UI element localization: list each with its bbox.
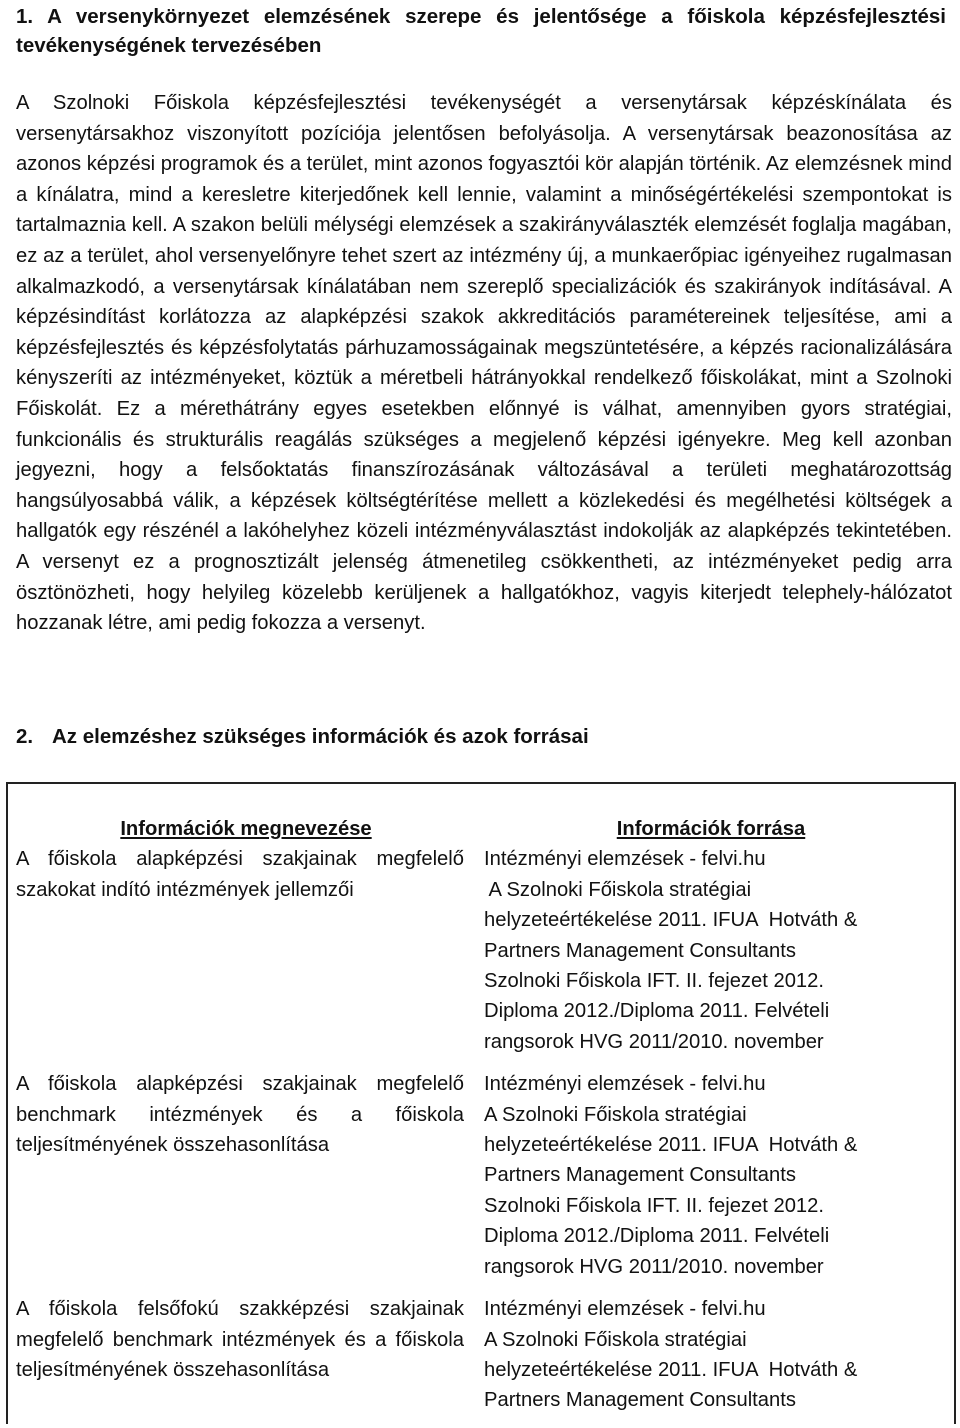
source-line: helyzeteértékelése 2011. IFUA Hotváth &: [484, 909, 858, 932]
section-2-number: 2.: [16, 725, 34, 748]
header-information-name-text: Információk megnevezése: [120, 818, 372, 840]
source-line: Partners Management Consultants: [484, 939, 796, 962]
row-information-name: A főiskola felsőfokú szakképzési szakjainak megfelelő benchmark intézmények és a főiskola teljesítményének összehasonlítása: [16, 1298, 464, 1381]
source-line: rangsorok HVG 2011/2010. november: [484, 1255, 824, 1278]
row-information-name: A főiskola alapképzési szakjainak megfelelő benchmark intézmények és a főiskola teljesítményének összehasonlítása: [16, 1073, 464, 1157]
information-table: [16, 814, 946, 1428]
table-row: [16, 1069, 946, 1294]
source-line: helyzeteértékelése 2011. IFUA Hotváth &: [484, 1134, 858, 1157]
source-line: Diploma 2012./Diploma 2011. Felvételi: [484, 1225, 830, 1248]
section-1-paragraph: A Szolnoki Főiskola képzésfejlesztési tevékenységét a versenytársak képzéskínálata és versenytársakhoz viszonyított pozíciója jelentősen befolyásolja. A versenytársak beazonosítása az azonos képzési programok és a terület, mint azonos fogyasztói kör alapján történik. Az elemzésnek mind a kínálatra, mind a keresletre kiterjedőnek kell lennie, valamint a minőségértékelési szempontokat is tartalmaznia kell. A szakon belüli mélységi elemzések a szakirányválaszték elemzését foglalja magában, ez az a terület, ahol versenyelőnyre tehet szert az intézmény új, a munkaerőpiac igényeihez rugalmasan alkalmazkodó, a versenytársak kínálatában nem szereplő specializációk és szakirányok indításával. A képzésindítást korlátozza az alapképzési szakok akkreditációs paramétereinek teljesítése, ami a képzésfejlesztés és képzésfolytatás párhuzamosságainak megszüntetésére, a képzés racionalizálására kényszeríti az intézményeket, köztük a méretbeli hátrányokkal rendelkező főiskolákat, mint a Szolnoki Főiskolát. Ez a mérethátrány egyes esetekben előnnyé is válhat, amennyiben gyors stratégiai, funkcionális és strukturális reagálás szükséges a megjelenő képzési igényekre. Meg kell azonban jegyezni, hogy a felsőoktatás finanszírozásának változásával a területi meghatározottság hangsúlyosabbá válik, a képzések költségtérítése mellett a közlekedési és megélhetési költségek a hallgatók egy részénél a lakóhelyhez közeli intézményválasztást indokolják az alapképzés tekintetében. A versenyt ez a prognosztizált jelenség átmenetileg csökkentheti, az intézményeket pedig arra ösztönözheti, hogy helyileg közelebb kerüljenek a hallgatókhoz, vagyis kiterjedt telephely-hálózatot hozzanak létre, ami pedig fokozza a versenyt.: [16, 92, 952, 635]
row-information-sources: [476, 1294, 946, 1428]
header-information-name: [16, 814, 476, 844]
source-line: Intézményi elemzések - felvi.hu: [484, 848, 766, 871]
source-line: Szolnoki Főiskola IFT. II. fejezet 2012.: [484, 1194, 824, 1217]
source-line: A Szolnoki Főiskola stratégiai: [484, 878, 752, 901]
source-line: rangsorok HVG 2011/2010. november: [484, 1030, 824, 1053]
source-line: helyzeteértékelése 2011. IFUA Hotváth &: [484, 1358, 858, 1381]
source-line: Intézményi elemzések - felvi.hu: [484, 1298, 766, 1321]
row-information-sources: [476, 1069, 946, 1294]
section-2-heading: [16, 722, 916, 752]
information-table-frame: [6, 782, 956, 1424]
header-information-source: [476, 814, 946, 844]
source-line: Intézményi elemzések - felvi.hu: [484, 1073, 766, 1096]
section-1-heading: 1. A versenykörnyezet elemzésének szerepe és jelentősége a főiskola képzésfejlesztési tevékenységének tervezésében: [16, 5, 946, 57]
header-information-source-text: Információk forrása: [616, 818, 806, 840]
table-row: [16, 1294, 946, 1428]
source-line: A Szolnoki Főiskola stratégiai: [484, 1328, 747, 1351]
source-line: Partners Management Consultants: [484, 1164, 796, 1187]
source-line: Szolnoki Főiskola IFT. II. fejezet 2012.: [484, 970, 824, 993]
section-2-title: Az elemzéshez szükséges információk és azok forrásai: [52, 725, 589, 748]
row-information-name: A főiskola alapképzési szakjainak megfelelő szakokat indító intézmények jellemzői: [16, 848, 464, 901]
source-line: Diploma 2012./Diploma 2011. Felvételi: [484, 1000, 830, 1023]
source-line: A Szolnoki Főiskola stratégiai: [484, 1103, 747, 1126]
row-information-sources: [476, 844, 946, 1069]
source-line: Partners Management Consultants: [484, 1389, 796, 1412]
table-row: [16, 844, 946, 1069]
